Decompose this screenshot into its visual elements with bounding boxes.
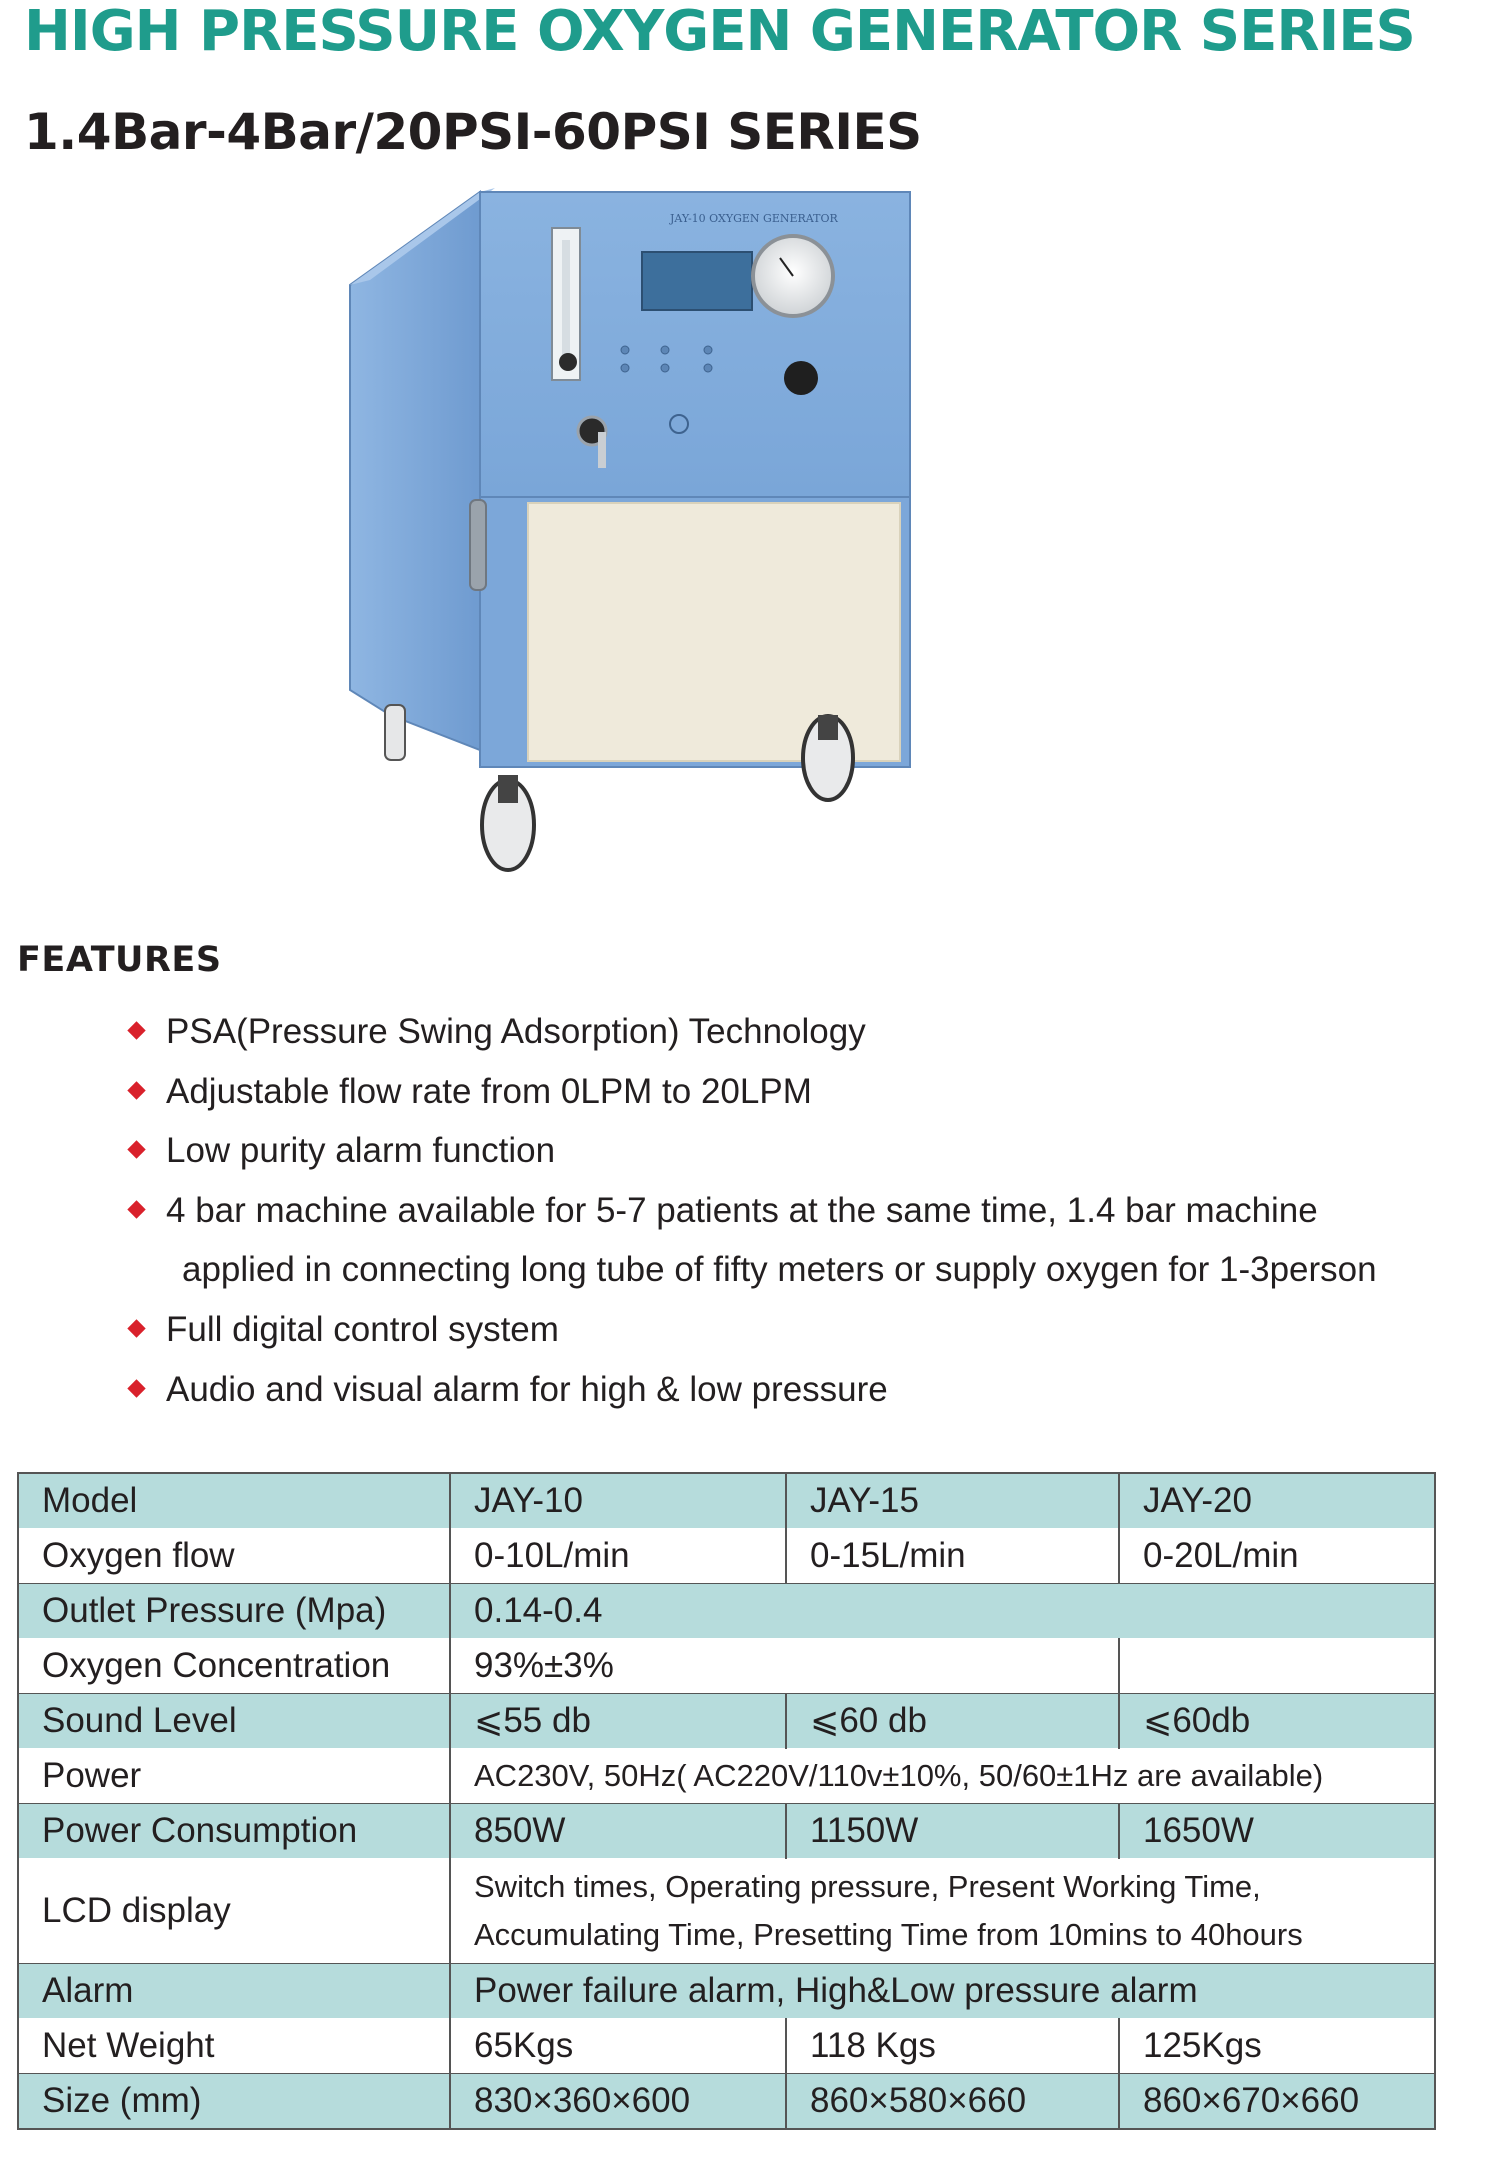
cell: 125Kgs [1119,2019,1435,2074]
cell: 1650W [1119,1804,1435,1859]
diamond-bullet-icon [127,1140,145,1158]
feature-item: Adjustable flow rate from 0LPM to 20LPM [128,1062,1468,1122]
cell-empty [1119,1639,1435,1694]
cell: 118 Kgs [786,2019,1119,2074]
row-label: Outlet Pressure (Mpa) [18,1584,450,1639]
cell: 830×360×600 [450,2074,786,2130]
table-row-outlet-pressure [18,1584,1435,1639]
row-label: Sound Level [18,1694,450,1749]
diamond-bullet-icon [127,1081,145,1099]
features-heading: FEATURES [17,940,222,980]
cell: ⩽60 db [786,1694,1119,1749]
cell: 93%±3% [450,1639,1119,1694]
table-row-size [18,2074,1435,2130]
feature-item: Audio and visual alarm for high & low pressure [128,1360,1468,1420]
cell: JAY-10 [450,1473,786,1529]
table-row-sound-level [18,1694,1435,1749]
row-label: Oxygen flow [18,1529,450,1584]
cell: ⩽55 db [450,1694,786,1749]
page-title: HIGH PRESSURE OXYGEN GENERATOR SERIES [24,0,1415,64]
cell: JAY-20 [1119,1473,1435,1529]
cell: JAY-15 [786,1473,1119,1529]
lcd-line-2: Accumulating Time, Presetting Time from 10mins to 40hours [474,1917,1303,1952]
table-row-alarm [18,1964,1435,2019]
diamond-bullet-icon [127,1200,145,1218]
feature-item: PSA(Pressure Swing Adsorption) Technology [128,1002,1468,1062]
row-label: Oxygen Concentration [18,1639,450,1694]
diamond-bullet-icon [127,1319,145,1337]
row-label: Size (mm) [18,2074,450,2130]
feature-item: 4 bar machine available for 5-7 patients at the same time, 1.4 bar machine applied in connecting long tube of fifty meters or supply oxygen for 1-3person [128,1181,1468,1300]
cell: 850W [450,1804,786,1859]
diamond-bullet-icon [127,1021,145,1039]
row-label: Model [18,1473,450,1529]
cell: 860×670×660 [1119,2074,1435,2130]
cell: ⩽60db [1119,1694,1435,1749]
table-row-oxygen-flow [18,1529,1435,1584]
row-label: Power [18,1749,450,1804]
row-label: Net Weight [18,2019,450,2074]
features-list [128,1002,1468,1419]
cell: 0.14-0.4 [450,1584,1435,1639]
feature-item-continuation: applied in connecting long tube of fifty meters or supply oxygen for 1-3person [182,1250,1377,1290]
cell: 0-15L/min [786,1529,1119,1584]
table-row-oxygen-concentration [18,1639,1435,1694]
row-label: Alarm [18,1964,450,2019]
table-row-power-consumption [18,1804,1435,1859]
cell: Power failure alarm, High&Low pressure alarm [450,1964,1435,2019]
cell: AC230V, 50Hz( AC220V/110v±10%, 50/60±1Hz are available) [450,1749,1435,1804]
row-label: LCD display [18,1859,450,1964]
cell: 0-10L/min [450,1529,786,1584]
page-subtitle: 1.4Bar-4Bar/20PSI-60PSI SERIES [24,103,922,161]
table-row-lcd-display [18,1859,1435,1964]
lcd-line-1: Switch times, Operating pressure, Present Working Time, [474,1869,1261,1904]
feature-item: Full digital control system [128,1300,1468,1360]
diamond-bullet-icon [127,1379,145,1397]
cell [450,1859,1435,1964]
cell: 0-20L/min [1119,1529,1435,1584]
table-row-model [18,1473,1435,1529]
panel-label: JAY-10 OXYGEN GENERATOR [670,212,838,225]
cell: 1150W [786,1804,1119,1859]
spec-table [17,1472,1436,2130]
table-row-net-weight [18,2019,1435,2074]
table-row-power [18,1749,1435,1804]
row-label: Power Consumption [18,1804,450,1859]
oxygen-generator-image [330,180,950,900]
feature-item: Low purity alarm function [128,1121,1468,1181]
cell: 65Kgs [450,2019,786,2074]
cell: 860×580×660 [786,2074,1119,2130]
